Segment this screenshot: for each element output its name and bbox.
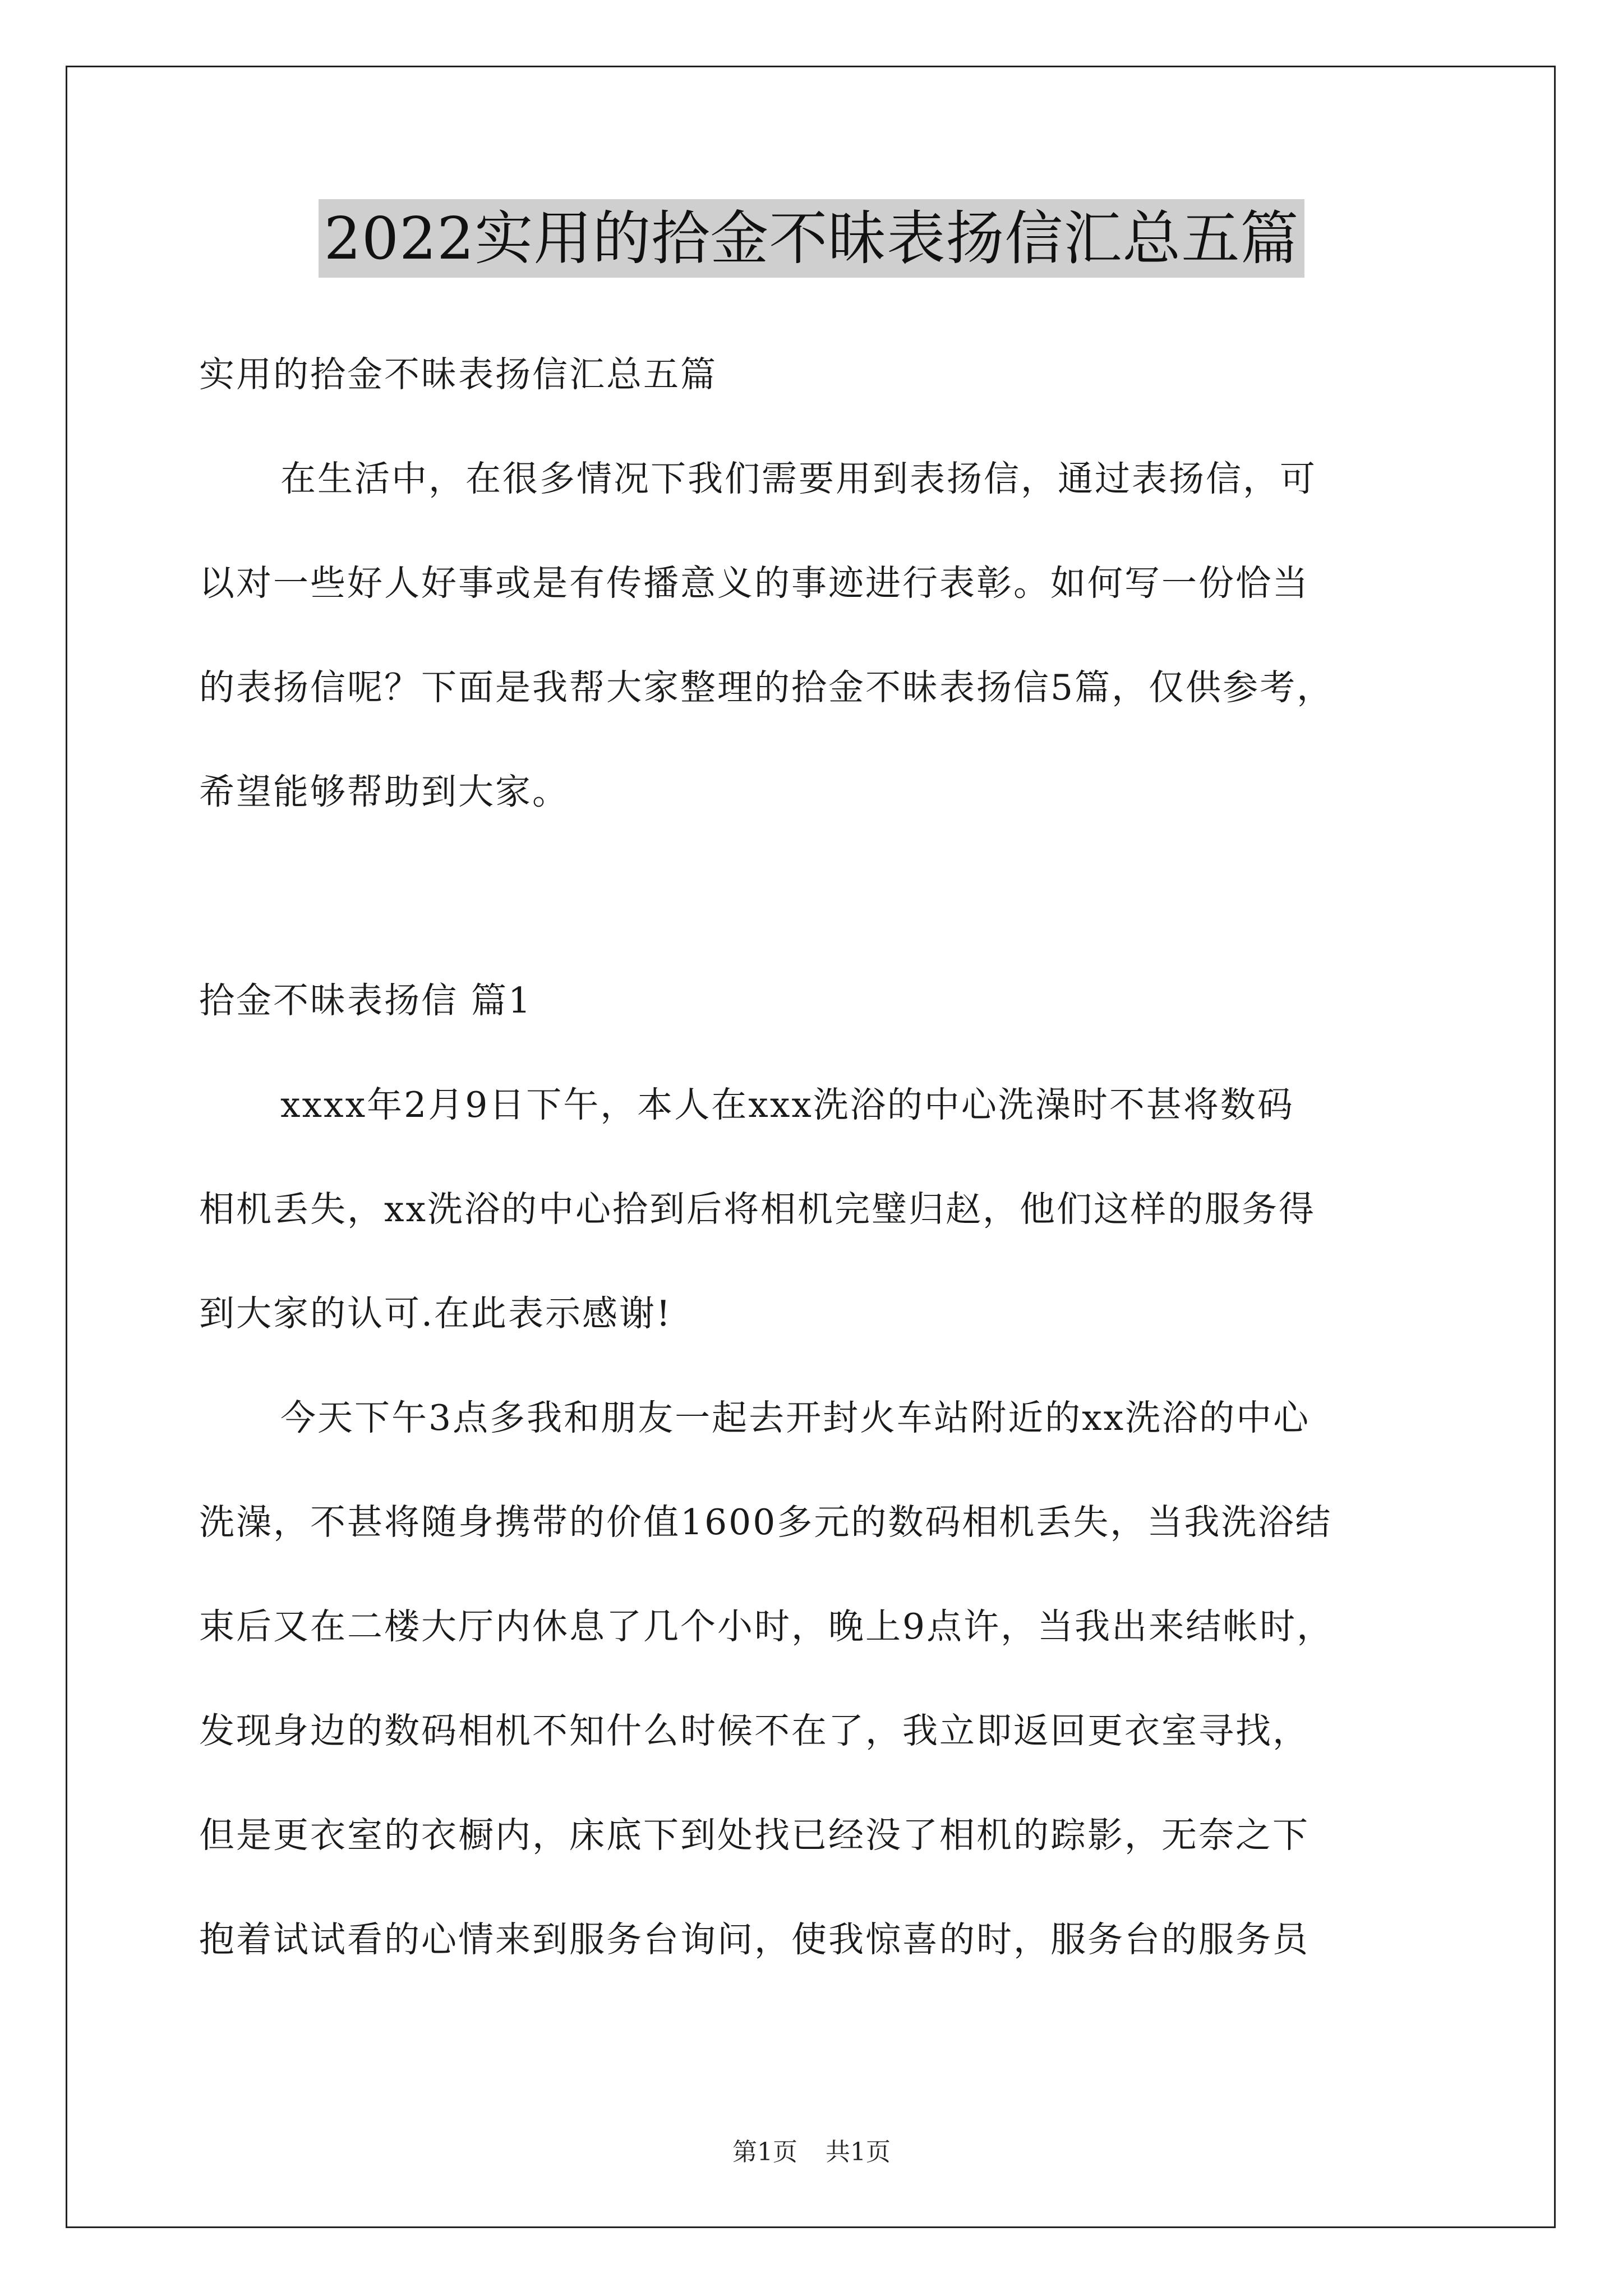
paragraph-line: 今天下午3点多我和朋友一起去开封火车站附近的xx洗浴的中心 bbox=[280, 1397, 1311, 1438]
section-heading: 拾金不昧表扬信 篇1 bbox=[199, 980, 533, 1021]
paragraph-line: 洗澡，不甚将随身携带的价值1600多元的数码相机丢失，当我洗浴结 bbox=[199, 1502, 1332, 1543]
intro-line: 希望能够帮助到大家。 bbox=[199, 771, 569, 812]
page-footer bbox=[0, 2132, 1623, 2168]
paragraph-line: 但是更衣室的衣橱内，床底下到处找已经没了相机的踪影，无奈之下 bbox=[199, 1815, 1310, 1856]
title-container bbox=[0, 199, 1623, 278]
page-number: 第1页 bbox=[732, 2138, 797, 2166]
paragraph-line: 相机丢失，xx洗浴的中心拾到后将相机完璧归赵，他们这样的服务得 bbox=[199, 1189, 1316, 1230]
paragraph-line: 到大家的认可.在此表示感谢! bbox=[199, 1293, 672, 1334]
page-total: 共1页 bbox=[826, 2138, 891, 2166]
intro-line: 的表扬信呢？下面是我帮大家整理的拾金不昧表扬信5篇，仅供参考， bbox=[199, 667, 1334, 708]
document-subtitle: 实用的拾金不昧表扬信汇总五篇 bbox=[199, 354, 717, 395]
intro-line: 在生活中，在很多情况下我们需要用到表扬信，通过表扬信，可 bbox=[280, 458, 1317, 499]
paragraph-line: 束后又在二楼大厅内休息了几个小时，晚上9点许，当我出来结帐时， bbox=[199, 1606, 1334, 1647]
document-title: 2022实用的拾金不昧表扬信汇总五篇 bbox=[319, 199, 1305, 278]
paragraph-line: 抱着试试看的心情来到服务台询问，使我惊喜的时，服务台的服务员 bbox=[199, 1919, 1310, 1960]
paragraph-line: 发现身边的数码相机不知什么时候不在了，我立即返回更衣室寻找， bbox=[199, 1710, 1310, 1751]
document-body bbox=[199, 323, 1472, 1992]
paragraph-line: xxxx年2月9日下午，本人在xxx洗浴的中心洗澡时不甚将数码 bbox=[280, 1084, 1294, 1125]
intro-line: 以对一些好人好事或是有传播意义的事迹进行表彰。如何写一份恰当 bbox=[199, 563, 1310, 604]
